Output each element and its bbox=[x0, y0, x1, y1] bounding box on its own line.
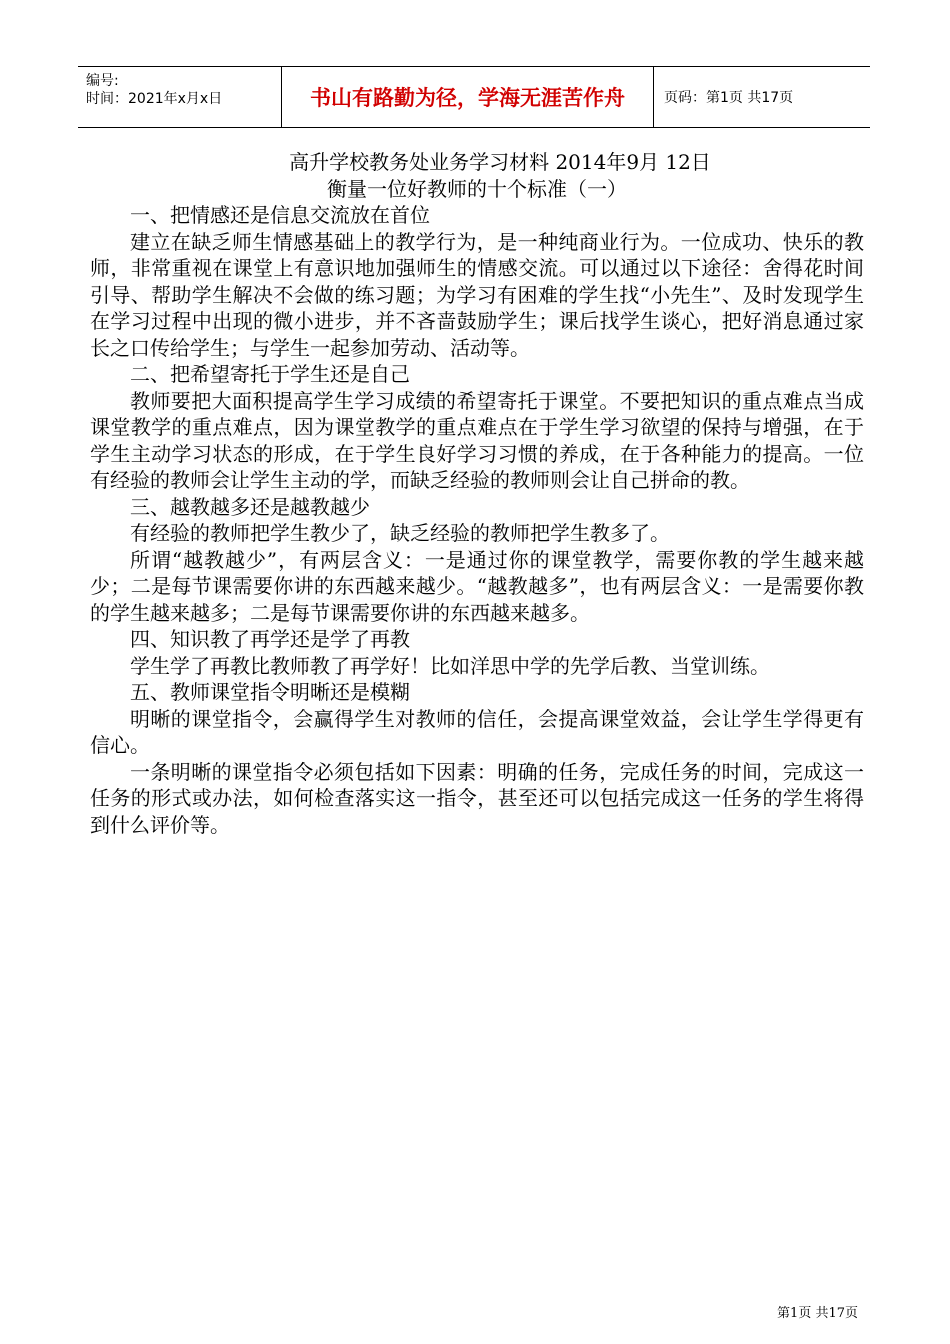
section-heading-4: 四、知识教了再学还是学了再教 bbox=[130, 627, 410, 651]
header-page-number: 页码：第1页 共17页 bbox=[664, 90, 794, 106]
paragraph: 一条明晰的课堂指令必须包括如下因素：明确的任务，完成任务的时间，完成这一任务的形式或办法，如何检查落实这一指令，甚至还可以包括完成这一任务的学生将得到什么评价等。 bbox=[90, 759, 864, 837]
header-meta-cell bbox=[78, 67, 282, 127]
section-heading-2: 二、把希望寄托于学生还是自己 bbox=[130, 362, 410, 386]
paragraph: 所谓“越教越少”，有两层含义：一是通过你的课堂教学，需要你教的学生越来越少；二是每节课需要你讲的东西越来越少。“越教越多”，也有两层含义：一是需要你教的学生越来越多；二是每节课需要你讲的东西越来越多。 bbox=[90, 547, 864, 625]
document-title: 高升学校教务处业务学习材料 2014年9月 12日 bbox=[289, 150, 711, 174]
paragraph: 有经验的教师把学生教少了，缺乏经验的教师把学生教多了。 bbox=[130, 521, 670, 545]
paragraph: 教师要把大面积提高学生学习成绩的希望寄托于课堂。不要把知识的重点难点当成课堂教学的重点难点，因为课堂教学的重点难点在于学生学习欲望的保持与增强，在于学生主动学习状态的形成，在于学生良好学习习惯的养成，在于各种能力的提高。一位有经验的教师会让学生主动的学，而缺乏经验的教师则会让自己拼命的教。 bbox=[90, 388, 864, 492]
paragraph: 建立在缺乏师生情感基础上的教学行为，是一种纯商业行为。一位成功、快乐的教师，非常重视在课堂上有意识地加强师生的情感交流。可以通过以下途径：舍得花时间引导、帮助学生解决不会做的练习题；为学习有困难的学生找“小先生”、及时发现学生在学习过程中出现的微小进步，并不吝啬鼓励学生；课后找学生谈心，把好消息通过家长之口传给学生；与学生一起参加劳动、活动等。 bbox=[90, 229, 864, 360]
time-label: 时间：2021年x月x日 bbox=[86, 91, 223, 107]
section-heading-1: 一、把情感还是信息交流放在首位 bbox=[130, 203, 430, 227]
paragraph: 学生学了再教比教师教了再学好！比如洋思中学的先学后教、当堂训练。 bbox=[130, 653, 770, 678]
document-body bbox=[90, 149, 864, 838]
paragraph: 明晰的课堂指令，会赢得学生对教师的信任，会提高课堂效益，会让学生学得更有信心。 bbox=[90, 706, 864, 757]
page-header bbox=[78, 66, 870, 128]
section-heading-5: 五、教师课堂指令明晰还是模糊 bbox=[130, 680, 410, 704]
serial-number-label: 编号: bbox=[86, 73, 119, 89]
header-motto: 书山有路勤为径，学海无涯苦作舟 bbox=[282, 67, 654, 127]
section-heading-3: 三、越教越多还是越教越少 bbox=[130, 494, 370, 519]
document-subtitle: 衡量一位好教师的十个标准（一） bbox=[327, 176, 627, 201]
page-footer-number: 第1页 共17页 bbox=[777, 1306, 858, 1321]
